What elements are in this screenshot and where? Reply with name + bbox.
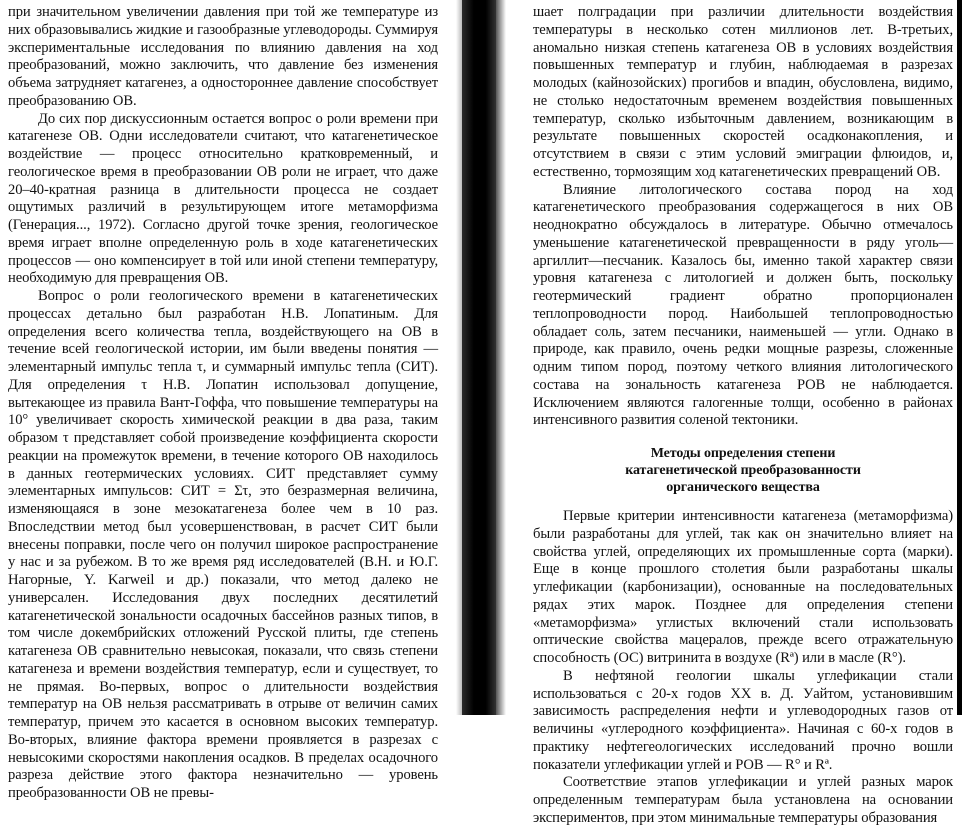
paragraph: Соответствие этапов углефикации и углей разных марок определенным температурам была установлена на основании экспериментов, при этом минимальные температуры образования [533,774,953,826]
paragraph: шает полградации при различии длительности воздействия температуры в несколько сотен миллионов лет. В-третьих, аномально низкая степень катагенеза ОВ в условиях воздействия повышенных температур и глубин, наблюдаемая в разрезах молодых (кайнозойских) прогибов и впадин, обусловлена, видимо, не столько недостаточным временем воздействия повышенных температур, сколько избыточным давлением, возникающим в результате повышенных скоростей осадконакопления, и отсутствием в связи с этим условий эмиграции флюидов, и, естественно, тормозящим ход катагенетических превращений ОВ. [533,4,953,180]
right-page-text [533,4,953,828]
paragraph: До сих пор дискуссионным остается вопрос о роли времени при катагенезе ОВ. Одни исследователи считают, что катагенетическое воздействие — процесс относительно кратковременный, и геологическое время в преобразовании ОВ роли не играет, что даже 20–40-кратная разница в длительности процесса не создает ощутимых различий в результирующем итоге метаморфизма (Генерация..., 1972). Согласно другой точке зрения, геологическое время играет вполне определенную роль в ходе катагенетических процессов — оно компенсирует в той или иной степени температуру, необходимую для превращения ОВ. [8,110,438,287]
paragraph: В нефтяной геологии шкалы углефикации стали использоваться с 20-х годов XX в. Д. Уайтом, установившим зависимость распределения нефти и углеводородных газов от величины «углеродного коэффициента». Начиная с 60-х годов в практику нефтегеологических исследований прочно вошли показатели углефикации углей и РОВ — R° и Rª. [533,667,953,773]
left-page-text [8,4,438,803]
heading-line: органического вещества [666,480,820,495]
book-spine [462,0,496,715]
section-heading [533,445,953,496]
paragraph: Вопрос о роли геологического времени в катагенетических процессах детально был разработан Н.В. Лопатиным. Для определения всего количества тепла, воздействующего на ОВ в течение всей геологической истории, им были введены понятия — элементарный импульс тепла τ, и суммарный импульс тепла (СИТ). Для определения τ Н.В. Лопатин использовал допущение, вытекающее из правила Вант-Гоффа, что повышение температуры на 10° увеличивает скорость химической реакции в два раза, таким образом τ представляет собой произведение коэффициента скорости реакции на промежуток времени, в течение которого ОВ находилось в данных геотермических условиях. СИТ представляет сумму элементарных импульсов: СИТ = Στ, это безразмерная величина, изменяющаяся в зоне мезокатагенеза более чем в 10 раз. Впоследствии метод был усовершенствован, в расчет СИТ были внесены поправки, после чего он получил широкое распространение у нас и за рубежом. В то же время ряд исследователей (В.Н. и Ю.Г. Нагорные, Y. Karweil и др.) показали, что метод далеко не универсален. Исследования двух последних десятилетий катагенетической зональности осадочных бассейнов разных типов, в том числе докембрийских отложений Русской плиты, где степень катагенеза ОВ сравнительно невысокая, показали, что связь степени катагенеза и времени воздействия температур, если и существует, то не прямая. Во-первых, вопрос о длительности воздействия температур на ОВ нельзя рассматривать в отрыве от величин самих температур, причем это касается в основном высоких температур. Во-вторых, влияние фактора времени проявляется в разрезах с невысокими скоростями накопления осадков. В пределах осадочного разреза действие этого фактора незначительно — уровень преобразованности ОВ не превы- [8,288,438,801]
paragraph: Влияние литологического состава пород на ход катагенетического преобразования содержащегося в них ОВ неоднократно обсуждалось в литературе. Обычно отмечалось уменьшение катагенетической превращенности в ряду уголь—аргиллит—песчаник. Казалось бы, именно такой характер связи уровня катагенеза с литологией и должен быть, поскольку геотермический градиент обратно пропорционален теплопроводности пород. Наибольшей теплопроводностью обладает соль, затем песчаники, наименьшей — угли. Однако в природе, как правило, очень редки мощные разрезы, сложенные одним типом пород, поэтому четкого влияния литологического состава на зональность катагенеза РОВ не наблюдается. Исключением являются галогенные толщи, особенно в районах интенсивного развития соленой тектоники. [533,181,953,429]
book-spine-edge [496,0,506,715]
paragraph: при значительном увеличении давления при той же температуре из них образовывались жидкие и газообразные углеводороды. Суммируя экспериментальные исследования по влиянию давления на ход преобразований, можно заключить, что давление без изменения объема затрудняет катагенез, а одностороннее давление способствует преобразованию ОВ. [8,4,438,109]
scan-border [957,0,962,715]
paragraph: Первые критерии интенсивности катагенеза (метаморфизма) были разработаны для углей, так как он значительно влияет на свойства углей, определяющих их промышленные сорта (марки). Еще в конце прошлого столетия были разработаны шкалы углефикации (карбонизации), основанные на последовательных рядах этих марок. Позднее для определения степени «метаморфизма» углистых включений стали использовать оптические свойства мацералов, прежде всего отражательную способность (ОС) витринита в воздухе (Rª) или в масле (R°). [533,508,953,666]
heading-line: катагенетической преобразованности [625,463,861,478]
heading-line: Методы определения степени [650,446,836,461]
